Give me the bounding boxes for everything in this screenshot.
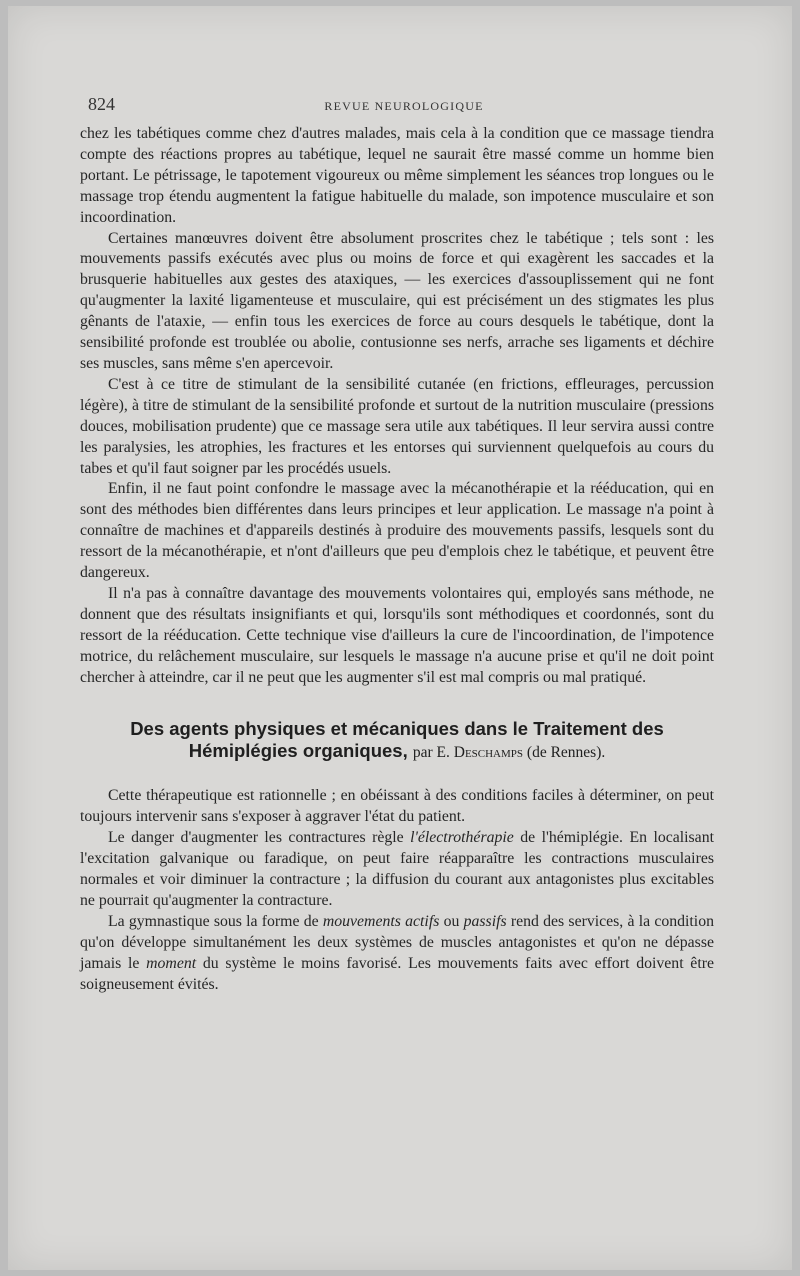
article-body bbox=[80, 124, 714, 996]
paragraph-2: Certaines manœuvres doivent être absolument proscrites chez le tabétique ; tels sont : les mouvements passifs exécutés avec plus ou moins de force et qui exagèrent les saccades et la brusquerie habituelles aux gestes des ataxiques, — les exercices d'assouplissement qui ne font qu'augmenter la laxité ligamenteuse et musculaire, qui est précisément un des stigmates les plus gênants de l'ataxie, — enfin tous les exercices de force au cours desquels le tabétique, dont la sensibilité profonde est troublée ou abolie, contusionne ses nerfs, arrache ses ligaments et déchire ses muscles, sans même s'en apercevoir. bbox=[80, 229, 714, 372]
section-body bbox=[80, 786, 714, 995]
section-paragraph-2 bbox=[80, 828, 714, 912]
paragraph-3: C'est à ce titre de stimulant de la sensibilité cutanée (en frictions, effleurages, percussion légère), à titre de stimulant de la sensibilité profonde et surtout de la nutrition musculaire (pressions douces, mobilisation prudente) que ce massage sera utile aux tabétiques. Il leur servira aussi contre les paralysies, les atrophies, les fractures et les entorses qui surviennent quelquefois au cours du tabes et qu'il faut soigner par les procédés usuels. bbox=[80, 375, 714, 477]
text-run: rend des services, à la condition qu'on développe simultanément les deux systèmes de muscles antagonistes et qu'on ne dépasse jamais le bbox=[80, 912, 714, 972]
emphasis-moment: moment bbox=[146, 954, 197, 972]
running-head: REVUE NEUROLOGIQUE bbox=[324, 99, 484, 113]
author-name: Deschamps bbox=[453, 744, 524, 762]
section-paragraph-1: Cette thérapeutique est rationnelle ; en obéissant à des conditions faciles à déterminer, on peut toujours intervenir sans s'exposer à aggraver l'état du patient. bbox=[80, 787, 714, 826]
section-title: Des agents physiques et mécaniques dans le Traitement des Hémiplégies organiques, bbox=[130, 718, 664, 762]
paragraph-4: Enfin, il ne faut point confondre le massage avec la mécanothérapie et la rééducation, qui en sont des méthodes bien différentes dans leurs principes et leur application. Le massage n'a point à connaître de machines et d'appareils destinés à produire des mouvements passifs, lesquels sont du ressort de la mécanothérapie, et n'ont d'ailleurs que peu d'emplois chez le tabétique, et peuvent être dangereux. bbox=[80, 480, 714, 582]
text-run: ou bbox=[439, 912, 464, 930]
section-paragraph-3 bbox=[80, 912, 714, 996]
emphasis-electrotherapie: l'électrothérapie bbox=[410, 829, 514, 847]
byline-prefix: par E. bbox=[412, 744, 450, 762]
page-header bbox=[88, 94, 720, 118]
emphasis-mouvements-actifs: mouvements actifs bbox=[322, 912, 440, 930]
paragraph-5: Il n'a pas à connaître davantage des mouvements volontaires qui, employés sans méthode, ne donnent que des résultats insignifiants et qui, lorsqu'ils sont méthodiques et coordonnés, sont du ressort de la rééducation. Cette technique vise d'ailleurs la cure de l'incoordination, de l'impotence motrice, du relâchement musculaire, sur lesquels le massage n'a aucune prise et qu'il ne doit point chercher à atteindre, car il ne peut que les augmenter s'il est mal compris ou mal pratiqué. bbox=[80, 584, 714, 686]
text-run: Le danger d'augmenter les contractures règle bbox=[108, 829, 411, 847]
emphasis-passifs: passifs bbox=[463, 912, 507, 930]
text-run: de l'hémiplégie. En localisant l'excitation galvanique ou faradique, on peut faire réapparaître les contractions musculaires normales et voir diminuer la contracture ; la diffusion du courant aux antagonistes plus excitables ne pourrait qu'augmenter la contracture. bbox=[80, 829, 714, 909]
page-number: 824 bbox=[88, 94, 115, 114]
text-run: du système le moins favorisé. Les mouvements faits avec effort doivent être soigneusement évités. bbox=[80, 954, 714, 993]
paragraph-1: chez les tabétiques comme chez d'autres malades, mais cela à la condition que ce massage tiendra compte des réactions propres au tabétique, lequel ne saurait être massé comme un homme bien portant. Le pétrissage, le tapotement vigoureux ou même simplement les séances trop longues ou le massage trop étendu augmentent la fatigue habituelle du malade, son impotence musculaire et son incoordination. bbox=[80, 125, 714, 226]
author-affiliation: (de Rennes). bbox=[526, 744, 606, 762]
text-run: La gymnastique sous la forme de bbox=[108, 912, 323, 930]
section-heading bbox=[80, 718, 714, 764]
byline bbox=[413, 744, 605, 761]
